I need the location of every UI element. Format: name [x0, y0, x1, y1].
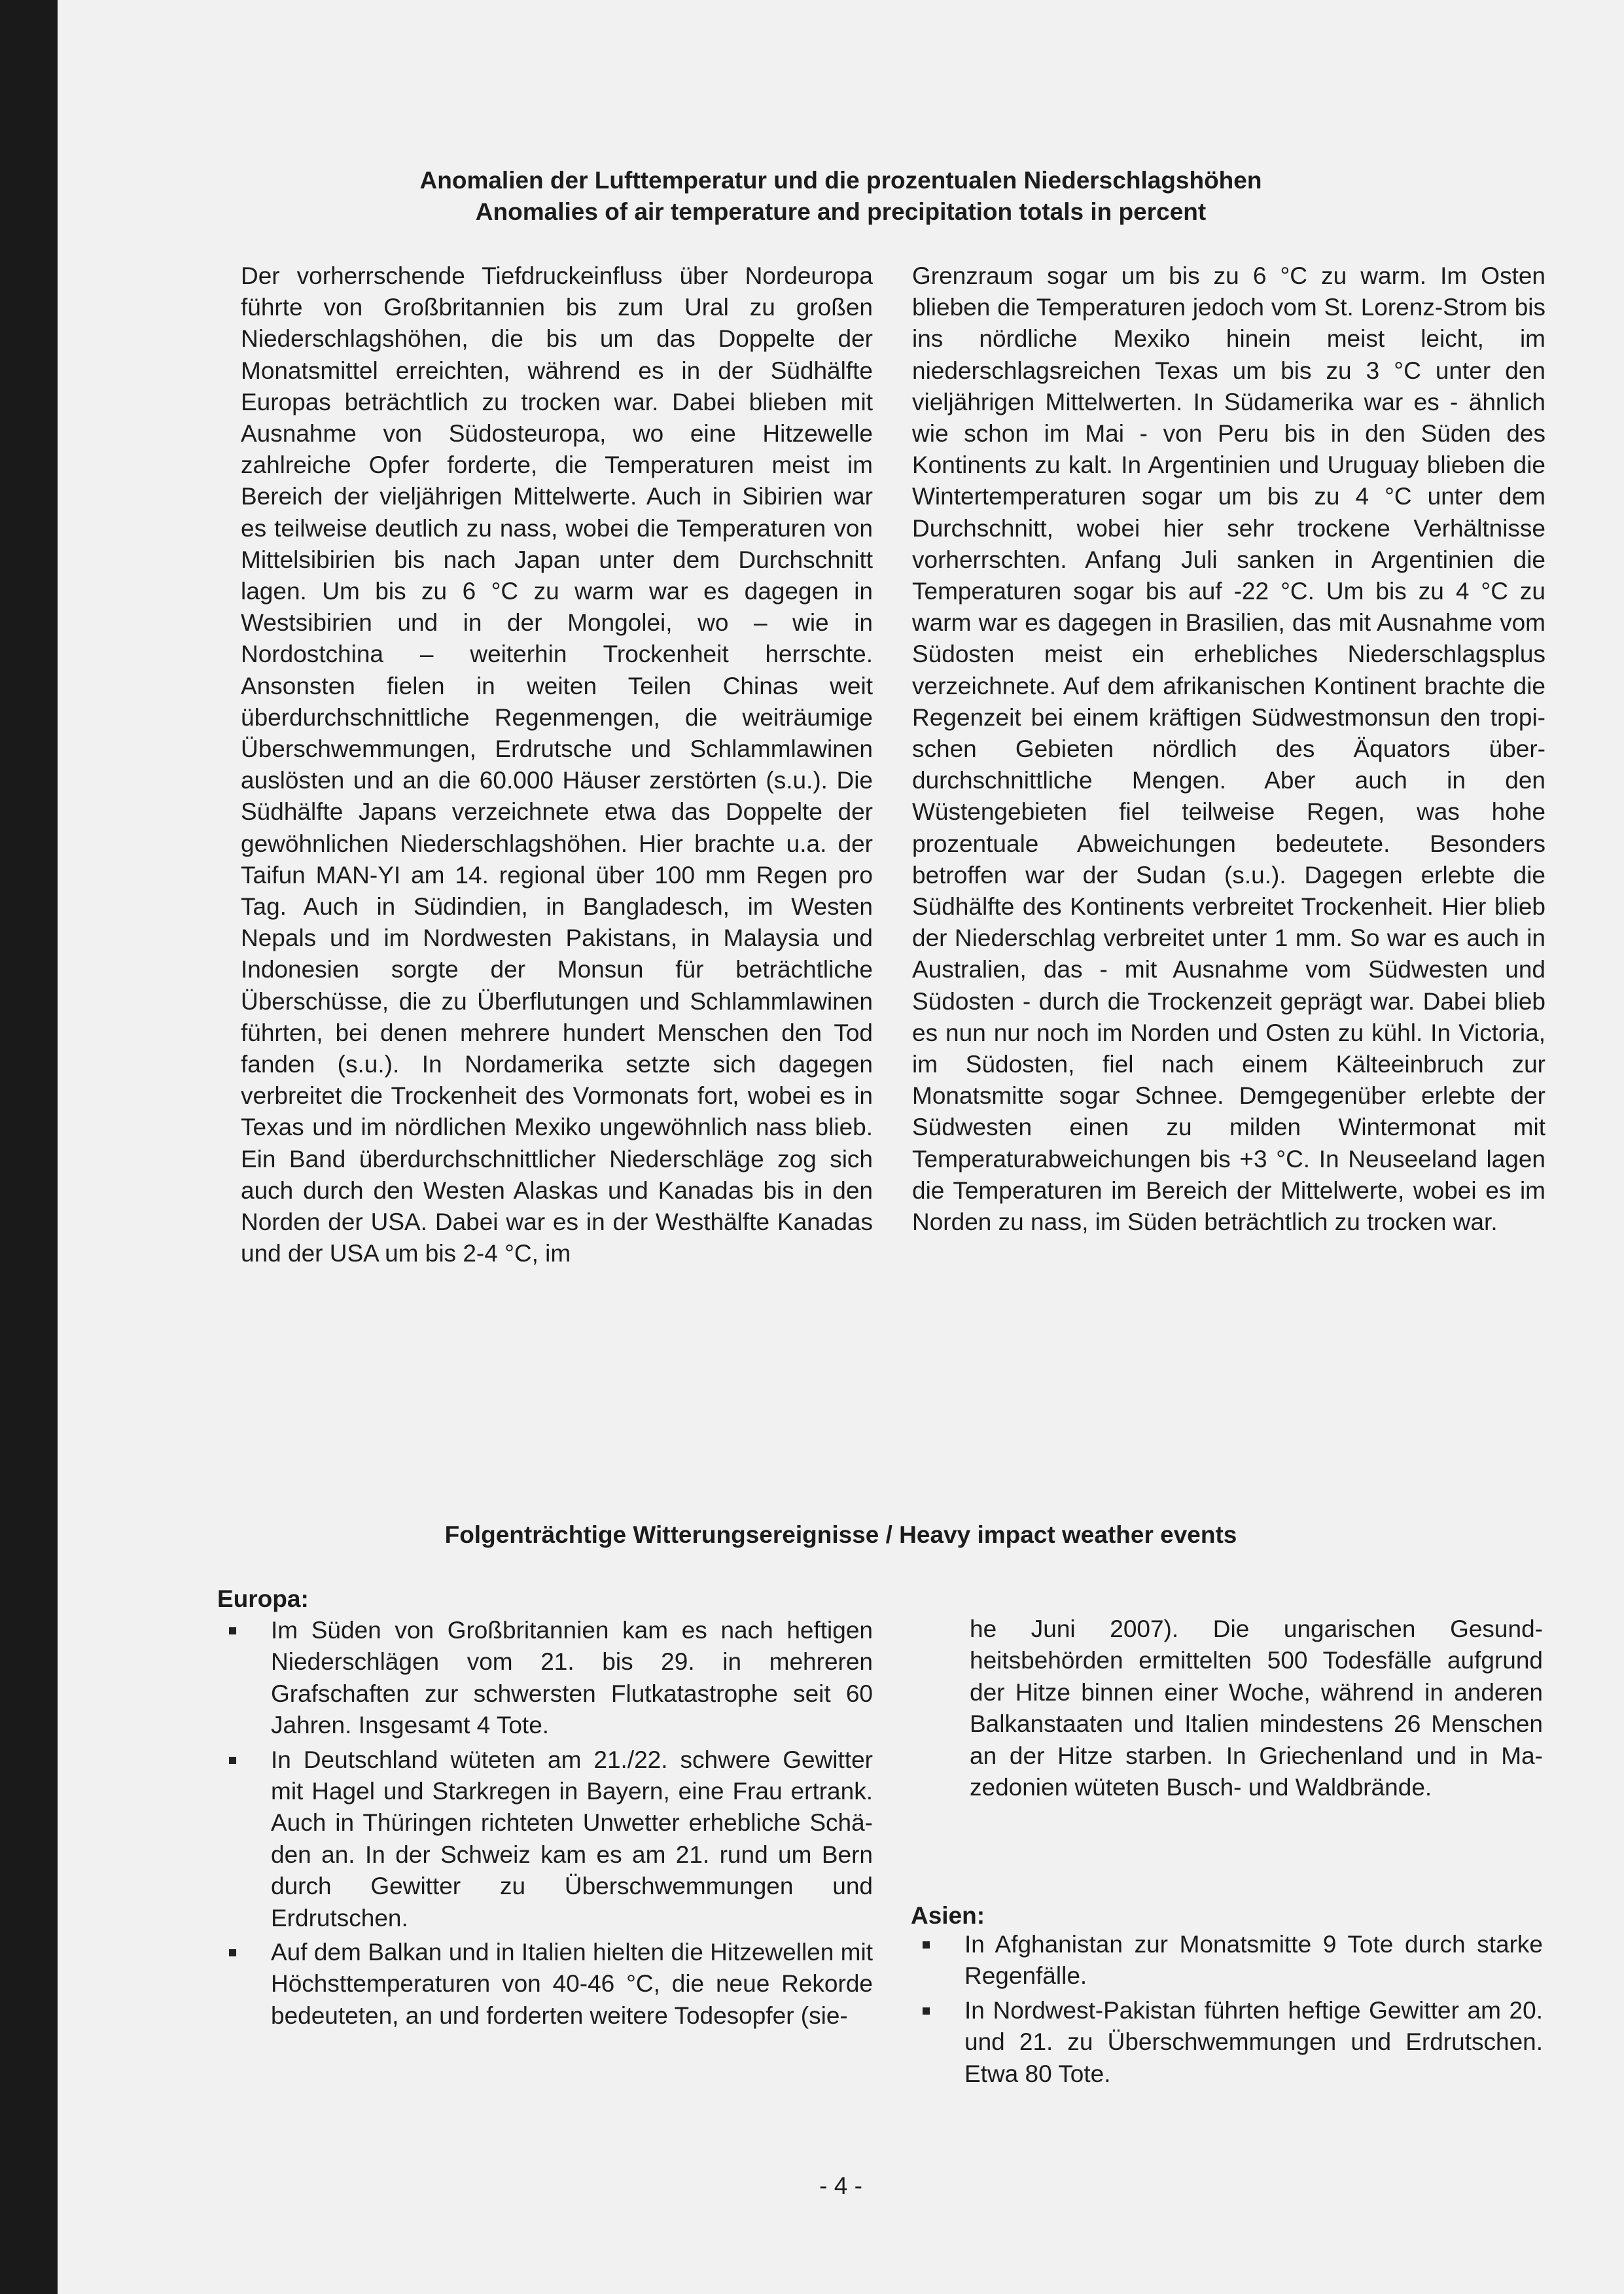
list-item [911, 1929, 1543, 1992]
europe-event-continuation: he Juni 2007). Die ungarischen Gesundheitsbehörden ermittelten 500 Todesfälle aufgrund der Hitze binnen einer Woche, während in anderen Balkanstaaten und Italien mindestens 26 Menschen an der Hitze starben. In Griechenland und in Mazedonien wüteten Busch- und Waldbrände. [970, 1615, 1543, 1801]
event-text: In Deutschland wüteten am 21./22. schwere Gewitter mit Hagel und Starkregen in Bayern, eine Frau ertrank. Auch in Thüringen richteten Unwetter erhebliche Schäden an. In der Schweiz kam es am 21. rund um Bern durch Gewitter zu Überschwemmungen und Erdrutschen. [271, 1746, 873, 1932]
asia-event-list [911, 1929, 1543, 2092]
list-item [911, 1995, 1543, 2090]
list-item [217, 1744, 873, 1934]
title-english: Anomalies of air temperature and precipitation totals in percent [475, 198, 1207, 225]
event-text: Auf dem Balkan und in Italien hielten die Hitzewellen mit Höchsttemperaturen von 40-46 °C, die neue Rekorde bedeuteten, an und forderten weitere Todesopfer (sie- [271, 1939, 873, 2029]
bullet-icon [229, 1627, 236, 1634]
bullet-icon [229, 1949, 236, 1956]
events-section-title: Folgenträchtige Witterungsereignisse / Heavy impact weather events [444, 1521, 1237, 1548]
article-column-left [241, 260, 873, 1270]
article-text-right: Grenzraum sogar um bis zu 6 °C zu warm. Im Osten blieben die Temperaturen jedoch vom St. Lorenz-Strom bis ins nördliche Mexiko hinein meist leicht, im niederschlagsreichen Texas um bis zu 3 °C unter den vieljährigen Mittelwerten. In Südamerika war es - ähnlich wie schon im Mai - von Peru bis in den Süden des Kontinents zu kalt. In Argentinien und Uruguay blieben die Wintertemperaturen sogar um bis zu 4 °C unter dem Durchschnitt, wobei hier sehr trockene Verhältnisse vorherrschten. Anfang Juli sanken in Argentinien die Temperaturen sogar bis auf -22 °C. Um bis zu 4 °C zu warm war es dagegen in Brasilien, das mit Ausnahme vom Südosten meist ein erhebliches Niederschlagsplus verzeichnete. Auf dem afrikanischen Kontinent brachte die Regenzeit bei einem kräftigen Südwestmonsun den tropischen Gebieten nördlich des Äquators überdurchschnittliche Mengen. Aber auch in den Wüstengebieten fiel teilweise Regen, was hohe prozentuale Abweichungen bedeutete. Besonders betroffen war der Sudan (s.u.). Dagegen erlebte die Südhälfte des Kontinents verbreitet Trockenheit. Hier blieb der Niederschlag verbreitet unter 1 mm. So war es auch in Australien, das - mit Ausnahme vom Südwesten und Südosten - durch die Trockenzeit geprägt war. Dabei blieb es nun nur noch im Norden und Osten zu kühl. In Victoria, im Südosten, fiel nach einem Kälteeinbruch zur Monatsmitte sogar Schnee. Demgegenüber erlebte der Südwesten einen zu milden Wintermonat mit Temperaturabweichungen bis +3 °C. In Neuseeland lagen die Temperaturen im Bereich der Mittelwerte, wobei es im Norden zu nass, im Süden beträchtlich zu trocken war. [912, 262, 1545, 1236]
event-text: In Nordwest-Pakistan führten heftige Gewitter am 20. und 21. zu Überschwemmungen und Erdrutschen. Etwa 80 Tote. [964, 1996, 1543, 2087]
document-page [58, 0, 1624, 2294]
europe-heading: Europa: [217, 1585, 309, 1612]
asia-heading: Asien: [911, 1902, 985, 1929]
article-text-left: Der vorherrschende Tiefdruckeinfluss über Nordeuropa führte von Großbritannien bis zum Ural zu großen Niederschlagshöhen, die bis um das Doppelte der Monatsmittel erreichten, während es in der Südhälfte Europas beträchtlich zu trocken war. Dabei blieben mit Ausnahme von Südosteuropa, wo eine Hitzewelle zahlreiche Opfer forderte, die Temperaturen meist im Bereich der vieljährigen Mittelwerte. Auch in Sibirien war es teilweise deutlich zu nass, wobei die Temperaturen von Mittelsibirien bis nach Japan unter dem Durchschnitt lagen. Um bis zu 6 °C zu warm war es dagegen in Westsibirien und in der Mongolei, wo – wie in Nordostchina – weiterhin Trockenheit herrschte. Ansonsten fielen in weiten Teilen Chinas weit überdurchschnittliche Regenmengen, die weiträumige Überschwemmungen, Erdrutsche und Schlammlawinen auslösten und an die 60.000 Häuser zerstörten (s.u.). Die Südhälfte Japans verzeichnete etwa das Doppelte der gewöhnlichen Niederschlagshöhen. Hier brachte u.a. der Taifun MAN-YI am 14. regional über 100 mm Regen pro Tag. Auch in Südindien, in Bangladesch, im Westen Nepals und im Nordwesten Pakistans, in Malaysia und Indonesien sorgte der Monsun für beträchtliche Überschüsse, die zu Überflutungen und Schlammlawinen führten, bei denen mehrere hundert Menschen den Tod fanden (s.u.). In Nordamerika setzte sich dagegen verbreitet die Trockenheit des Vormonats fort, wobei es in Texas und im nördlichen Mexiko ungewöhnlich nass blieb. Ein Band überdurchschnittlicher Niederschläge zog sich auch durch den Westen Alaskas und Kanadas bis in den Norden der USA. Dabei war es in der Westhälfte Kanadas und der USA um bis 2-4 °C, im [241, 262, 873, 1267]
title-german: Anomalien der Lufttemperatur und die prozentualen Niederschlagshöhen [419, 167, 1262, 194]
list-item [217, 1937, 873, 2032]
event-text: In Afghanistan zur Monatsmitte 9 Tote durch starke Regenfälle. [964, 1931, 1543, 1990]
list-item [217, 1615, 873, 1742]
page-number: - 4 - [819, 2172, 862, 2199]
event-text: Im Süden von Großbritannien kam es nach heftigen Niederschlägen vom 21. bis 29. in mehreren Grafschaften zur schwersten Flutkatastrophe seit 60 Jahren. Insgesamt 4 Tote. [271, 1617, 873, 1739]
article-column-right [912, 260, 1545, 1238]
page-header [58, 165, 1624, 228]
bullet-icon [923, 2007, 930, 2015]
europe-event-list [217, 1615, 873, 2034]
bullet-icon [923, 1941, 930, 1949]
bullet-icon [229, 1757, 236, 1764]
